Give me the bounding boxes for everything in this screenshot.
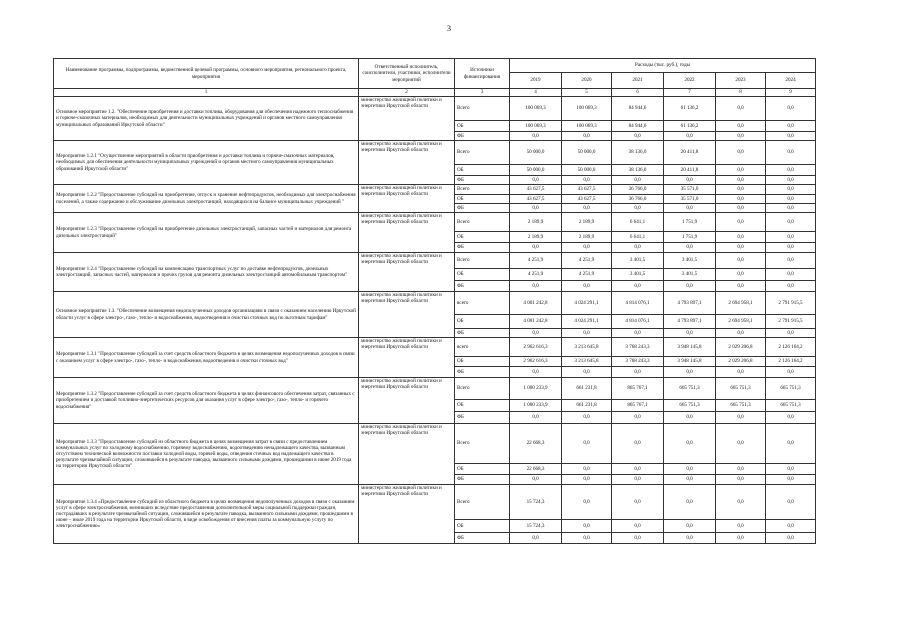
header-year: 2023: [716, 73, 766, 89]
expense-value: 4 001 242,8: [510, 315, 562, 329]
expense-value: 0,0: [664, 464, 716, 475]
expense-value: 0,0: [716, 253, 766, 269]
expense-value: 0,0: [716, 132, 766, 141]
table-row: [54, 185, 816, 195]
expense-value: 50 000,0: [510, 165, 562, 176]
expense-value: 0,0: [664, 132, 716, 141]
expense-value: 0,0: [716, 329, 766, 338]
expense-value: 0,0: [766, 195, 816, 204]
expense-value: 4 814 076,1: [612, 292, 664, 315]
header-name: Наименование программы, подпрограммы, ведомственной целевой программы, основного мероприятия, регионального проекта, мероприятия: [54, 59, 359, 89]
expense-value: 0,0: [664, 243, 716, 253]
expense-value: 3 768 243,3: [612, 338, 664, 357]
funding-source: ОБ: [455, 315, 510, 329]
funding-source: Всего: [455, 424, 510, 464]
expense-value: 0,0: [664, 281, 716, 292]
expense-value: 0,0: [612, 412, 664, 424]
column-number: 7: [664, 89, 716, 97]
expense-value: 3 213 645,8: [562, 338, 612, 357]
expense-value: 2 126 164,2: [766, 357, 816, 367]
expense-value: 0,0: [562, 329, 612, 338]
expense-value: 1 751,9: [664, 232, 716, 243]
expense-value: 2 029 206,8: [716, 357, 766, 367]
expense-value: 50 000,0: [510, 141, 562, 165]
activity-executor: министерство жилищной политики и энергетики Иркутской области: [359, 97, 455, 141]
expense-value: 0,0: [716, 367, 766, 378]
expense-value: 0,0: [510, 367, 562, 378]
expense-value: 0,0: [716, 165, 766, 176]
expense-value: 0,0: [766, 464, 816, 475]
expense-value: 4 251,9: [562, 269, 612, 281]
expense-value: 661 231,8: [562, 400, 612, 412]
expense-value: 0,0: [766, 165, 816, 176]
activity-name: Основное мероприятие 1.2. "Обеспечение приобретения и доставки топлива, оборудования для обеспечения надежного теплоснабжения и горюче-смазочных материалов, необходимых для деятельности муниципальных учреждений и органов местного самоуправления муниципальных образований Иркутской области": [54, 97, 359, 141]
expense-value: 0,0: [562, 424, 612, 464]
expense-value: 4 001 242,8: [510, 292, 562, 315]
expense-value: 35 571,0: [664, 195, 716, 204]
expense-value: 3 401,5: [664, 253, 716, 269]
expense-value: 4 251,9: [562, 253, 612, 269]
expense-value: 0,0: [510, 204, 562, 213]
expense-value: 4 251,9: [510, 253, 562, 269]
header-executor: Ответственный исполнитель, соисполнители, участники, исполнители мероприятий: [359, 59, 455, 89]
expense-value: 3 948 145,8: [664, 338, 716, 357]
expense-value: 0,0: [766, 141, 816, 165]
expense-value: 0,0: [562, 475, 612, 485]
expense-value: 0,0: [716, 533, 766, 544]
funding-source: ОБ: [455, 464, 510, 475]
expense-value: 0,0: [716, 204, 766, 213]
header-year: 2022: [664, 73, 716, 89]
funding-source: ФБ: [455, 329, 510, 338]
expense-value: 0,0: [612, 281, 664, 292]
expense-value: 865 767,1: [612, 378, 664, 400]
expense-value: 100 069,3: [562, 97, 612, 121]
expense-value: 0,0: [510, 412, 562, 424]
expense-value: 0,0: [766, 424, 816, 464]
activity-executor: министерство жилищной политики и энергетики Иркутской области: [359, 292, 455, 338]
expense-value: 0,0: [716, 232, 766, 243]
expense-value: 0,0: [716, 269, 766, 281]
expense-value: 1 000 233,9: [510, 400, 562, 412]
expense-value: 0,0: [562, 412, 612, 424]
expense-value: 38 136,0: [612, 141, 664, 165]
budget-table: [53, 58, 816, 544]
expense-value: 3 401,5: [664, 269, 716, 281]
expense-value: 100 069,3: [562, 121, 612, 132]
expense-value: 0,0: [716, 97, 766, 121]
expense-value: 4 024 291,1: [562, 315, 612, 329]
expense-value: 0,0: [510, 281, 562, 292]
expense-value: 0,0: [612, 176, 664, 185]
expense-value: 0,0: [612, 367, 664, 378]
expense-value: 36 766,0: [612, 195, 664, 204]
funding-source: Всего: [455, 378, 510, 400]
expense-value: 0,0: [562, 520, 612, 533]
funding-source: ФБ: [455, 412, 510, 424]
expense-value: 6 641,1: [612, 232, 664, 243]
column-number-row: [54, 89, 816, 97]
funding-source: Всего: [455, 97, 510, 121]
table-row: [54, 97, 816, 121]
expense-value: 865 767,1: [612, 400, 664, 412]
expense-value: 0,0: [562, 281, 612, 292]
header-source: Источники финансирования: [455, 59, 510, 89]
funding-source: ОБ: [455, 400, 510, 412]
expense-value: 2 029 206,8: [716, 338, 766, 357]
expense-value: 0,0: [716, 176, 766, 185]
funding-source: ОБ: [455, 195, 510, 204]
header-year: 2024: [766, 73, 816, 89]
expense-value: 84 944,6: [612, 97, 664, 121]
expense-value: 1 000 233,9: [510, 378, 562, 400]
funding-source: всего: [455, 292, 510, 315]
funding-source: ФБ: [455, 367, 510, 378]
expense-value: 2 694 958,1: [716, 292, 766, 315]
expense-value: 0,0: [716, 141, 766, 165]
table-row: [54, 292, 816, 315]
expense-value: 665 751,3: [766, 378, 816, 400]
activity-name: Мероприятие 1.3.3 "Предоставление субсидий из областного бюджета в целях возмещения затрат в связи с предоставлением коммунальных услуг по холодному водоснабжению, горячему водоснабжению, водоотведению ненадлежащего качества, вызванным отсутствием технической возможности поставки холодной воды, горячей воды, отведения сточных вод надлежащего качества в результате чрезвычайной ситуации, сложившейся в результате паводка, вызванного сильными дождями, прошедшими в июне 2019 года на территории Иркутской области": [54, 424, 359, 485]
expense-value: 2 189,9: [562, 213, 612, 232]
expense-value: 0,0: [562, 485, 612, 520]
activity-name: Мероприятие 1.3.2 "Предоставление субсидий за счет средств областного бюджета в целях финансового обеспечения затрат, связанных с приобретением и доставкой топливно-энергетических ресурсов для оказания услуг в сфере электро-, газо-, тепло- и горячего водоснабжения": [54, 378, 359, 424]
expense-value: 0,0: [612, 520, 664, 533]
funding-source: ОБ: [455, 232, 510, 243]
expense-value: 2 791 915,5: [766, 292, 816, 315]
funding-source: ФБ: [455, 176, 510, 185]
expense-value: 36 766,0: [612, 185, 664, 195]
column-number: 1: [54, 89, 359, 97]
expense-value: 0,0: [716, 281, 766, 292]
expense-value: 100 069,3: [510, 97, 562, 121]
expense-value: 665 751,3: [664, 378, 716, 400]
expense-value: 2 962 616,3: [510, 357, 562, 367]
funding-source: ФБ: [455, 243, 510, 253]
expense-value: 0,0: [664, 329, 716, 338]
table-row: [54, 485, 816, 520]
expense-value: 22 668,3: [510, 424, 562, 464]
expense-value: 0,0: [510, 132, 562, 141]
expense-value: 0,0: [510, 533, 562, 544]
column-number: 9: [766, 89, 816, 97]
expense-value: 0,0: [766, 412, 816, 424]
funding-source: Всего: [455, 253, 510, 269]
funding-source: ФБ: [455, 132, 510, 141]
funding-source: ОБ: [455, 121, 510, 132]
expense-value: 4 251,9: [510, 269, 562, 281]
expense-value: 61 136,2: [664, 121, 716, 132]
expense-value: 3 948 145,8: [664, 357, 716, 367]
expense-value: 0,0: [716, 475, 766, 485]
expense-value: 3 401,5: [612, 253, 664, 269]
expense-value: 0,0: [612, 204, 664, 213]
activity-executor: министерство жилищной политики и энергетики Иркутской области: [359, 213, 455, 253]
expense-value: 2 189,9: [562, 232, 612, 243]
activity-executor: министерство жилищной политики и энергетики Иркутской области: [359, 141, 455, 185]
expense-value: 50 000,0: [562, 141, 612, 165]
expense-value: 0,0: [766, 243, 816, 253]
expense-value: 22 668,3: [510, 464, 562, 475]
expense-value: 0,0: [766, 176, 816, 185]
expense-value: 3 401,5: [612, 269, 664, 281]
expense-value: 3 768 243,3: [612, 357, 664, 367]
expense-value: 0,0: [766, 520, 816, 533]
expense-value: 665 751,3: [716, 378, 766, 400]
expense-value: 0,0: [766, 132, 816, 141]
expense-value: 665 751,3: [766, 400, 816, 412]
expense-value: 61 136,2: [664, 97, 716, 121]
expense-value: 2 189,9: [510, 213, 562, 232]
column-number: 5: [562, 89, 612, 97]
expense-value: 0,0: [664, 424, 716, 464]
funding-source: ОБ: [455, 357, 510, 367]
funding-source: ФБ: [455, 475, 510, 485]
header-year: 2019: [510, 73, 562, 89]
expense-value: 0,0: [562, 176, 612, 185]
funding-source: ОБ: [455, 269, 510, 281]
expense-value: 0,0: [716, 485, 766, 520]
expense-value: 43 627,5: [510, 195, 562, 204]
expense-value: 4 024 291,1: [562, 292, 612, 315]
expense-value: 3 213 645,8: [562, 357, 612, 367]
expense-value: 0,0: [510, 475, 562, 485]
expense-value: 0,0: [766, 533, 816, 544]
header-year: 2020: [562, 73, 612, 89]
expense-value: 0,0: [664, 204, 716, 213]
expense-value: 0,0: [766, 121, 816, 132]
expense-value: 0,0: [562, 243, 612, 253]
table-row: [54, 141, 816, 165]
funding-source: ОБ: [455, 165, 510, 176]
header-year: 2021: [612, 73, 664, 89]
table-row: [54, 424, 816, 464]
activity-executor: министерство жилищной политики и энергетики Иркутской области: [359, 338, 455, 378]
expense-value: 2 126 164,2: [766, 338, 816, 357]
expense-value: 665 751,3: [664, 400, 716, 412]
expense-value: 0,0: [664, 412, 716, 424]
activity-executor: министерство жилищной политики и энергетики Иркутской области: [359, 253, 455, 292]
expense-value: 1 751,9: [664, 213, 716, 232]
expense-value: 4 793 897,1: [664, 292, 716, 315]
expense-value: 0,0: [612, 132, 664, 141]
expense-value: 0,0: [716, 464, 766, 475]
activity-name: Мероприятие 1.3.1 "Предоставление субсидий за счет средств областного бюджета в целях возмещения недополученных доходов в связи с оказанием услуг в сфере электро-, газо-, тепло- и водоснабжения, водоотведения и очистки сточных вод": [54, 338, 359, 378]
funding-source: ФБ: [455, 204, 510, 213]
expense-value: 6 641,1: [612, 213, 664, 232]
expense-value: 0,0: [562, 464, 612, 475]
activity-name: Основное мероприятие 1.3. "Обеспечение возмещения недополученных доходов организациям в связи с оказанием населению Иркутской области услуг в сфере электро-, газо-, тепло- и водоснабжения, водоотведения и очистки сточных вод по льготным тарифам": [54, 292, 359, 338]
expense-value: 0,0: [766, 232, 816, 243]
expense-value: 0,0: [716, 213, 766, 232]
expense-value: 0,0: [664, 176, 716, 185]
column-number: 8: [716, 89, 766, 97]
expense-value: 0,0: [510, 176, 562, 185]
expense-value: 0,0: [766, 269, 816, 281]
activity-executor: министерство жилищной политики и энергетики Иркутской области: [359, 424, 455, 485]
expense-value: 43 627,5: [562, 185, 612, 195]
expense-value: 15 724,3: [510, 485, 562, 520]
activity-name: Мероприятие 1.2.4 "Предоставление субсидий на компенсацию транспортных услуг по доставке нефтепродуктов, дизельных электростанций, запасных частей, материалов и прочих грузов для ремонта дизельных электростанций автомобильным транспортом": [54, 253, 359, 292]
expense-value: 0,0: [664, 533, 716, 544]
expense-value: 2 694 958,1: [716, 315, 766, 329]
expense-value: 84 944,6: [612, 121, 664, 132]
expense-value: 20 411,8: [664, 141, 716, 165]
expense-value: 0,0: [766, 367, 816, 378]
expense-value: 0,0: [766, 475, 816, 485]
expense-value: 20 411,8: [664, 165, 716, 176]
expense-value: 0,0: [510, 243, 562, 253]
expense-value: 0,0: [716, 412, 766, 424]
expense-value: 0,0: [716, 520, 766, 533]
column-number: 4: [510, 89, 562, 97]
expense-value: 665 751,3: [716, 400, 766, 412]
activity-executor: министерство жилищной политики и энергетики Иркутской области: [359, 485, 455, 544]
expense-value: 0,0: [766, 185, 816, 195]
activity-name: Мероприятие 1.2.2 "Предоставление субсидий на приобретение, отпуск и хранение нефтепродуктов, необходимых для электроснабжения поселений, а также содержание и обслуживание дизельных электростанций, находящихся на балансе муниципальных учреждений ": [54, 185, 359, 213]
expense-value: 0,0: [612, 424, 664, 464]
expense-value: 4 814 076,1: [612, 315, 664, 329]
table-row: [54, 253, 816, 269]
funding-source: всего: [455, 338, 510, 357]
expense-value: 0,0: [766, 213, 816, 232]
expense-value: 15 724,3: [510, 520, 562, 533]
expense-value: 0,0: [716, 243, 766, 253]
expense-value: 0,0: [766, 329, 816, 338]
table-row: [54, 213, 816, 232]
activity-name: Мероприятие 1.2.1 "Осуществление мероприятий в области приобретения и доставки топлива и горюче-смазочных материалов, необходимых для обеспечения деятельности муниципальных учреждений и органов местного самоуправления муниципальных образований Иркутской области": [54, 141, 359, 185]
expense-value: 0,0: [612, 329, 664, 338]
activity-name: Мероприятие 1.3.4 «Предоставление субсидий из областного бюджета в целях возмещения недополученных доходов в связи с оказанием услуг в сфере электроснабжения, возникших вследствие предоставления дополнительной меры социальной поддержки граждан, пострадавших в результате чрезвычайной ситуации, сложившейся в результате паводка, вызванного сильными дождями, прошедшими в июне – июле 2019 года на территории Иркутской области, в виде освобождения от внесения платы за коммунальную услугу по электроснабжению»: [54, 485, 359, 544]
funding-source: ФБ: [455, 281, 510, 292]
expense-value: 0,0: [766, 281, 816, 292]
expense-value: 0,0: [716, 185, 766, 195]
expense-value: 4 793 897,1: [664, 315, 716, 329]
expense-value: 0,0: [510, 329, 562, 338]
expense-value: 661 231,8: [562, 378, 612, 400]
header-expenses: Расходы (тыс. руб.), годы: [510, 59, 816, 73]
funding-source: Всего: [455, 485, 510, 520]
funding-source: Всего: [455, 141, 510, 165]
column-number: 6: [612, 89, 664, 97]
expense-value: 38 136,0: [612, 165, 664, 176]
funding-source: ОБ: [455, 520, 510, 533]
table-row: [54, 338, 816, 357]
expense-value: 35 571,0: [664, 185, 716, 195]
expense-value: 50 000,0: [562, 165, 612, 176]
expense-value: 0,0: [562, 367, 612, 378]
expense-value: 0,0: [612, 475, 664, 485]
expense-value: 0,0: [612, 533, 664, 544]
funding-source: Всего: [455, 185, 510, 195]
expense-value: 0,0: [562, 533, 612, 544]
funding-source: ФБ: [455, 533, 510, 544]
expense-value: 0,0: [562, 132, 612, 141]
expense-value: 0,0: [766, 204, 816, 213]
expense-value: 0,0: [766, 485, 816, 520]
expense-value: 0,0: [612, 243, 664, 253]
activity-name: Мероприятие 1.2.3 "Предоставление субсидий на приобретение дизельных электростанций, запасных частей и материалов для ремонта дизельных электростанций": [54, 213, 359, 253]
page-number: 3: [447, 24, 451, 33]
expense-value: 43 627,5: [510, 185, 562, 195]
expense-value: 0,0: [766, 253, 816, 269]
funding-source: Всего: [455, 213, 510, 232]
expense-value: 0,0: [716, 195, 766, 204]
expense-value: 2 962 616,3: [510, 338, 562, 357]
expense-value: 2 791 915,5: [766, 315, 816, 329]
table-row: [54, 378, 816, 400]
expense-value: 0,0: [612, 464, 664, 475]
expense-value: 0,0: [766, 97, 816, 121]
activity-executor: министерство жилищной политики и энергетики Иркутской области: [359, 185, 455, 213]
expense-value: 0,0: [716, 121, 766, 132]
expense-value: 0,0: [664, 520, 716, 533]
expense-value: 0,0: [664, 485, 716, 520]
expense-value: 0,0: [664, 367, 716, 378]
column-number: 3: [455, 89, 510, 97]
expense-value: 0,0: [612, 485, 664, 520]
expense-value: 2 189,9: [510, 232, 562, 243]
column-number: 2: [359, 89, 455, 97]
budget-table-body: [54, 97, 816, 544]
expense-value: 0,0: [716, 424, 766, 464]
expense-value: 43 627,5: [562, 195, 612, 204]
activity-executor: министерство жилищной политики и энергетики Иркутской области: [359, 378, 455, 424]
expense-value: 0,0: [664, 475, 716, 485]
expense-value: 0,0: [562, 204, 612, 213]
expense-value: 100 069,3: [510, 121, 562, 132]
